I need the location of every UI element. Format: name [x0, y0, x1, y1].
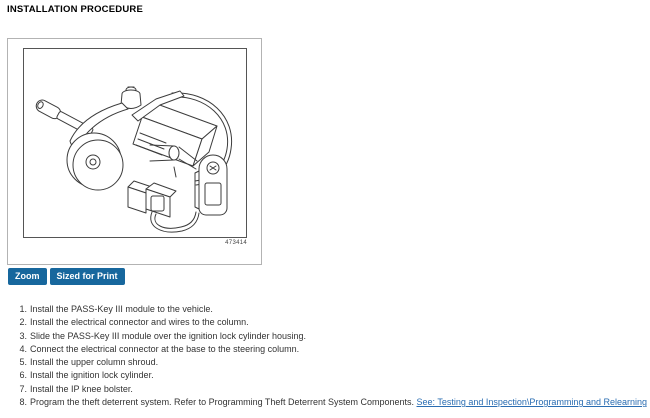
step-number: 1. [19, 304, 27, 314]
steering-column-illustration [24, 49, 246, 237]
step-text: Install the PASS-Key III module to the vehicle. [30, 304, 213, 314]
step-item [18, 303, 647, 316]
step-text-main: Program the theft deterrent system. Refer to Programming Theft Deterrent System Components. [30, 397, 414, 408]
step-item [18, 396, 647, 409]
figure-button-row [8, 268, 125, 285]
step-number: 4. [19, 343, 27, 354]
page-title: INSTALLATION PROCEDURE [7, 4, 143, 15]
step-text: Install the upper column shroud. [30, 357, 159, 368]
step-number: 7. [19, 383, 27, 394]
step-text: Slide the PASS-Key III module over the ignition lock cylinder housing. [30, 330, 306, 341]
step-text: Install the ignition lock cylinder. [30, 370, 154, 381]
figure-id-label: 473414 [225, 240, 247, 246]
step-number: 2. [19, 317, 27, 328]
installation-steps-list [18, 303, 647, 409]
figure-illustration [23, 48, 247, 238]
step-item [18, 356, 647, 369]
step-number: 5. [19, 357, 27, 368]
step-text: Install the electrical connector and wires to the column. [30, 317, 249, 328]
step-number: 6. [19, 370, 27, 381]
figure-frame [7, 38, 262, 265]
step-number: 8. [19, 397, 27, 408]
step-number: 3. [19, 330, 27, 341]
sized-for-print-button[interactable]: Sized for Print [50, 268, 125, 285]
step-item [18, 369, 647, 382]
step-text [30, 397, 647, 407]
programming-relearning-link[interactable]: See: Testing and Inspection\Programming and Relearning [416, 397, 647, 408]
step-item [18, 343, 647, 356]
step-item [18, 330, 647, 343]
step-item [18, 383, 647, 396]
step-text: Connect the electrical connector at the base to the steering column. [30, 343, 300, 354]
step-text: Install the IP knee bolster. [30, 383, 133, 394]
zoom-button[interactable]: Zoom [8, 268, 47, 285]
step-item [18, 316, 647, 329]
